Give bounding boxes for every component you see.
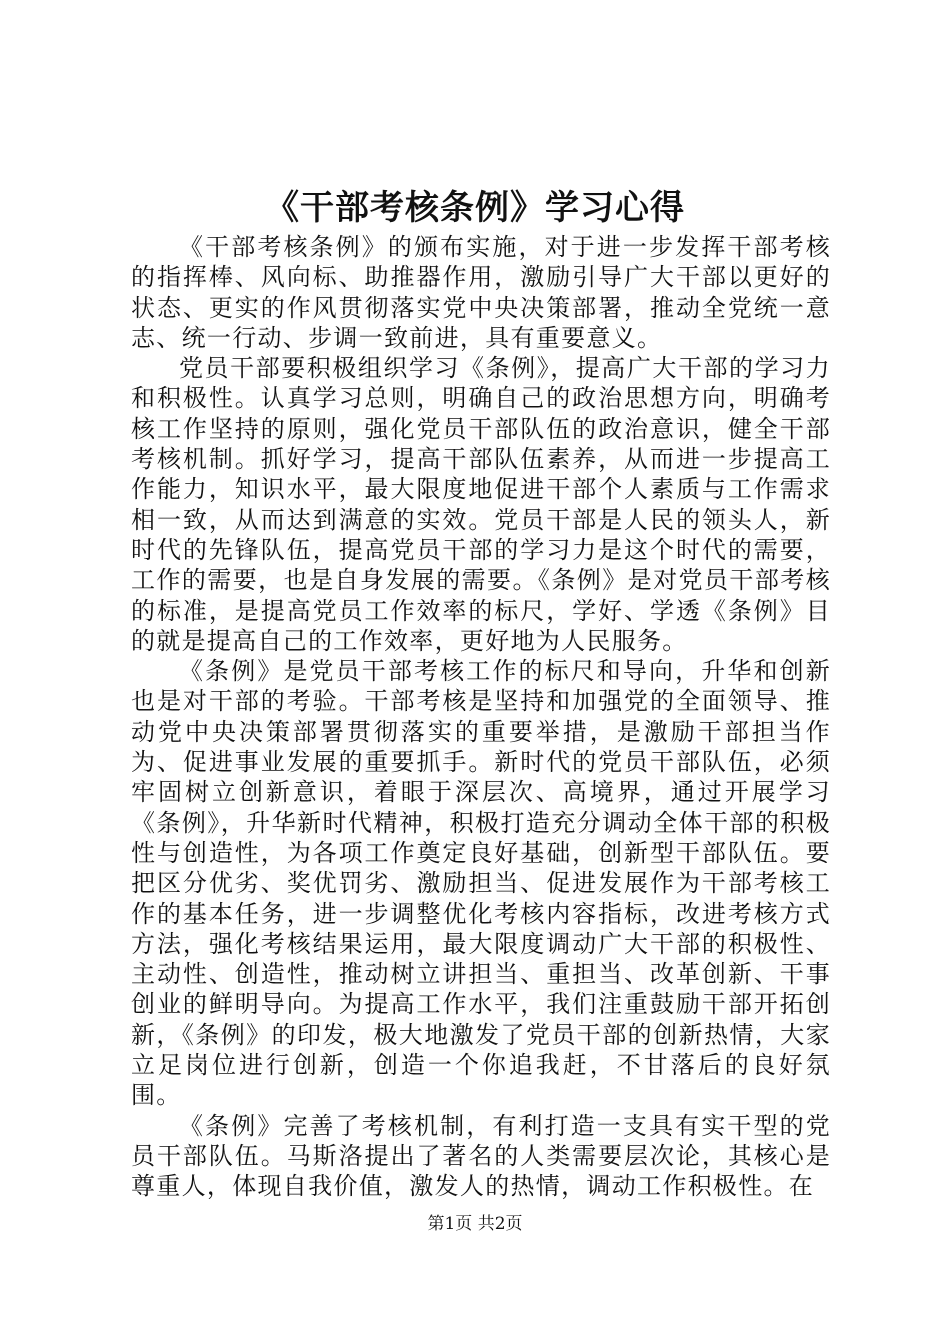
paragraph-4: 《条例》完善了考核机制，有利打造一支具有实干型的党员干部队伍。马斯洛提出了著名的人类需要层次论，其核心是尊重人，体现自我价值，激发人的热情，调动工作积极性。在 [131, 1111, 831, 1201]
document-body [131, 232, 831, 1202]
document-title: 《干部考核条例》学习心得 [265, 188, 685, 228]
page-footer: 第1页 共2页 [427, 1214, 523, 1234]
paragraph-3: 《条例》是党员干部考核工作的标尺和导向，升华和创新也是对干部的考验。干部考核是坚持和加强党的全面领导、推动党中央决策部署贯彻落实的重要举措，是激励干部担当作为、促进事业发展的重要抓手。新时代的党员干部队伍，必须牢固树立创新意识，着眼于深层次、高境界，通过开展学习《条例》，升华新时代精神，积极打造充分调动全体干部的积极性与创造性，为各项工作奠定良好基础，创新型干部队伍。要把区分优劣、奖优罚劣、激励担当、促进发展作为干部考核工作的基本任务，进一步调整优化考核内容指标，改进考核方式方法，强化考核结果运用，最大限度调动广大干部的积极性、主动性、创造性，推动树立讲担当、重担当、改革创新、干事创业的鲜明导向。为提高工作水平，我们注重鼓励干部开拓创新，《条例》的印发，极大地激发了党员干部的创新热情，大家立足岗位进行创新，创造一个你追我赶，不甘落后的良好氛围。 [131, 657, 831, 1110]
paragraph-2: 党员干部要积极组织学习《条例》，提高广大干部的学习力和积极性。认真学习总则，明确自己的政治思想方向，明确考核工作坚持的原则，强化党员干部队伍的政治意识，健全干部考核机制。抓好学习，提高干部队伍素养，从而进一步提高工作能力，知识水平，最大限度地促进干部个人素质与工作需求相一致，从而达到满意的实效。党员干部是人民的领头人，新时代的先锋队伍，提高党员干部的学习力是这个时代的需要，工作的需要，也是自身发展的需要。《条例》是对党员干部考核的标准，是提高党员工作效率的标尺，学好、学透《条例》目的就是提高自己的工作效率，更好地为人民服务。 [131, 354, 831, 655]
paragraph-1: 《干部考核条例》的颁布实施，对于进一步发挥干部考核的指挥棒、风向标、助推器作用，激励引导广大干部以更好的状态、更实的作风贯彻落实党中央决策部署，推动全党统一意志、统一行动、步调一致前进，具有重要意义。 [131, 233, 831, 352]
